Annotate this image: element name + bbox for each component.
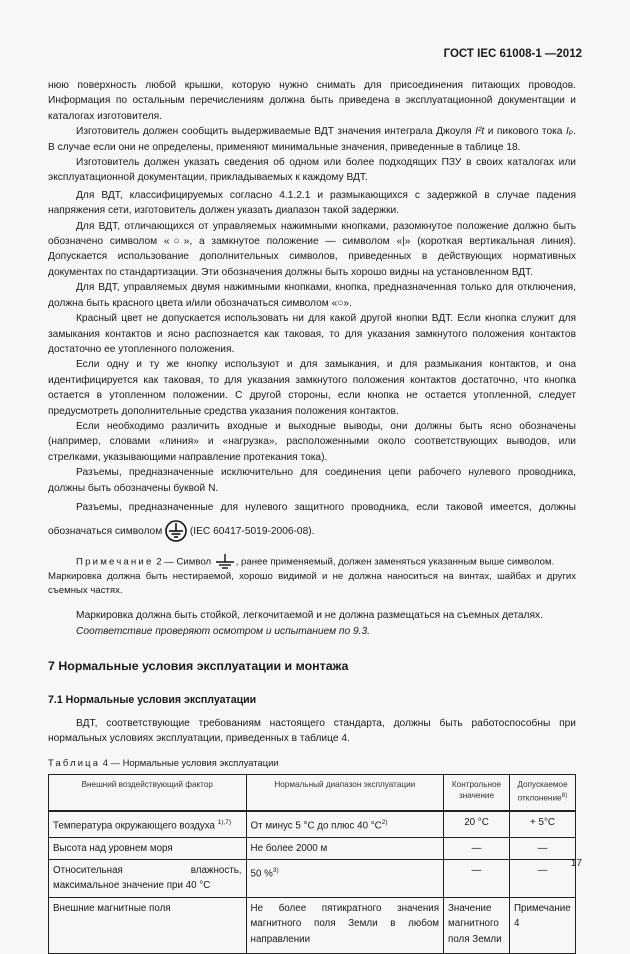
subsection-heading-7-1: 7.1 Нормальные условия эксплуатации	[48, 693, 257, 706]
ground-icon	[214, 554, 236, 570]
page-number: 17	[570, 858, 582, 869]
peak-current-symbol: Iₚ	[565, 126, 574, 138]
protective-earth-icon	[165, 520, 187, 542]
paragraph: Если одну и ту же кнопку используют и для замыкания, и для размыкания контактов, и она идентифицируется как таковая, то для указания замкнутого положения контактов достаточно, что кнопка остается в утопленном положении. С другой стороны, если кнопка не остается утопленной, следует предусмотреть дополнительные средства указания положения контактов.	[48, 359, 576, 417]
paragraph: Разъемы, предназначенные исключительно для соединения цепи рабочего нулевого проводника, должны быть обозначены буквой N.	[48, 467, 576, 494]
paragraph: Если необходимо различить входные и выходные выводы, они должны быть ясно обозначены (например, словами «линия» и «нагрузка», расположенными около соответствующих выводов, или стрелками, указывающими направление протекания тока).	[48, 420, 576, 463]
section-heading-7: 7 Нормальные условия эксплуатации и монтажа	[48, 659, 349, 674]
table-row	[49, 860, 576, 898]
operating-conditions-table	[48, 774, 576, 954]
cell-range: Не более 2000 м	[246, 837, 443, 859]
table-row	[49, 811, 576, 837]
document-body	[48, 78, 576, 954]
compliance-statement: Соответствие проверяют осмотром и испытанием по 9.3.	[76, 625, 370, 637]
cell-tolerance: + 5°С	[509, 811, 575, 837]
paragraph: ВДТ, соответствующие требованиям настоящего стандарта, должны быть работоспособны при нормальных условиях эксплуатации, приведенных в таблице 4.	[48, 718, 576, 745]
header-tolerance: Допускаемое отклонение$^{8)}$	[509, 775, 575, 811]
table-row	[49, 837, 576, 859]
header-factor: Внешний воздействующий фактор	[49, 775, 247, 811]
table-caption: Таблица 4 — Нормальные условия эксплуатации	[48, 756, 279, 768]
cell-factor: Внешние магнитные поля	[49, 897, 247, 953]
paragraph: Изготовитель должен указать сведения об одном или более подходящих ПЗУ в своих каталогах или эксплуатационной документации, прикладываемых к каждому ВДТ.	[48, 157, 576, 184]
paragraph: Красный цвет не допускается использовать ни для какой другой кнопки ВДТ. Если кнопка служит для замыкания контактов и ясно распознается как таковая, то для указания замкнутого положения контактов достаточно ее утопленного положения.	[48, 313, 576, 355]
paragraph: Для ВДТ, классифицируемых согласно 4.1.2.1 и размыкающихся с задержкой в случае падения напряжения сети, изготовитель должен указать диапазон такой задержки.	[48, 189, 576, 217]
table-header-row	[49, 775, 576, 811]
paragraph: Маркировка должна быть стойкой, легкочитаемой и не должна размещаться на съемных деталях.	[76, 610, 543, 622]
paragraph: Для ВДТ, управляемых двумя нажимными кнопками, кнопка, предназначенная только для отключения, должна быть красного цвета и/или обозначаться символом «○».	[48, 282, 576, 309]
cell-range: От минус 5 °С до плюс 40 $^\circ С^{2)}$	[246, 811, 443, 837]
paragraph: Для ВДТ, отличающихся от управляемых нажимными кнопками, разомкнутое положение должно быть обозначено символом «○», а замкнутое положение — символом «|» (короткая вертикальная линия). Допускается использование дополнительных символов, приведенных в действующих нормативных документах по стандартизации. Эти обозначения должны быть хорошо видны на установленном ВДТ.	[48, 220, 576, 278]
cell-control: Значение магнитного поля Земли	[444, 897, 510, 953]
cell-control: 20 °С	[444, 811, 510, 837]
note-continuation: Маркировка должна быть нестираемой, хорошо видимой и не должна наноситься на винтах, шайбах и других съемных частях.	[48, 570, 576, 597]
joule-integral-symbol: I²t	[475, 126, 485, 138]
cell-control: —	[444, 860, 510, 898]
cell-factor: Высота над уровнем моря	[49, 837, 247, 859]
cell-factor: Относительная влажность, максимальное значение при 40 °С	[49, 860, 247, 898]
cell-tolerance: Примечание 4	[509, 897, 575, 953]
cell-tolerance: —	[509, 860, 575, 898]
table-row	[49, 897, 576, 953]
header-range: Нормальный диапазон эксплуатации	[246, 775, 443, 811]
paragraph: нюю поверхность любой крышки, которую нужно снимать для присоединения питающих проводов. Информация по остальным перечислениям должна быть приведена в эксплуатационной документации и каталогах изготовителя.	[48, 80, 576, 122]
cell-factor: Температура окружающего воздуха $^{1),7)}$	[49, 811, 247, 837]
cell-range: Не более пятикратного значения магнитного поля Земли в любом направлении	[246, 897, 443, 953]
cell-tolerance: —	[509, 837, 575, 859]
paragraph-joule: Изготовитель должен сообщить выдерживаемые ВДТ значения интеграла Джоуля I²t и пикового тока Iₚ. В случае если они не определены, применяют минимальные значения, приведенные в таблице 18.	[48, 126, 576, 153]
header-control: Контрольное значение	[444, 775, 510, 811]
paragraph-pe-symbol: Разъемы, предназначенные для нулевого защитного проводника, если таковой имеется, должны обозначаться символом (IEC 60417-5019-2006-08).	[48, 496, 576, 544]
page-header: ГОСТ IEC 61008-1 —2012	[443, 48, 582, 60]
cell-control: —	[444, 837, 510, 859]
note-2: Примечание 2 — Символ , ранее применяемый, должен заменяться указанным выше символом.	[48, 554, 576, 570]
cell-range: 50 %$^{3)}$	[246, 860, 443, 898]
